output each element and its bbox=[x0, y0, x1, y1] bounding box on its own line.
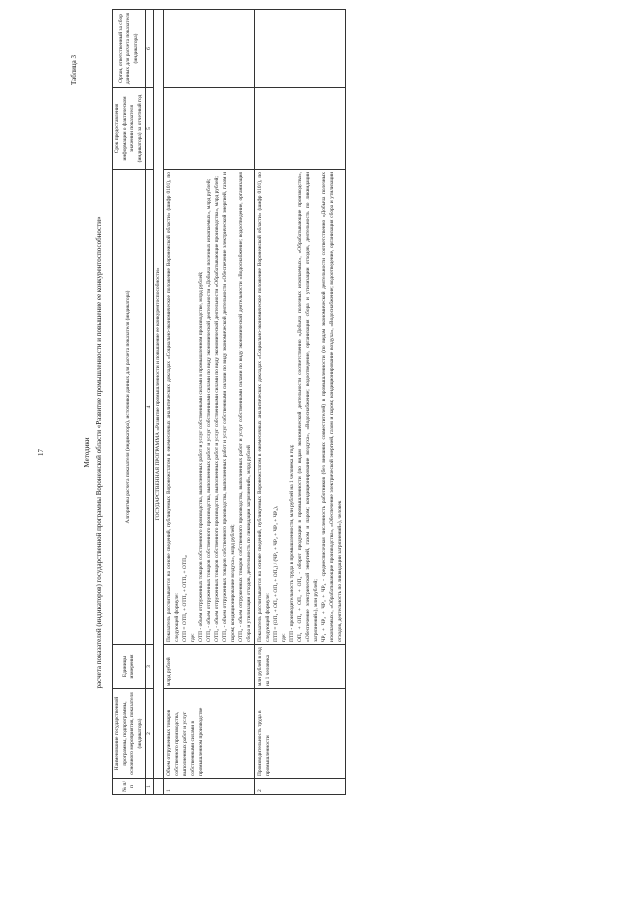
description-line: где: bbox=[190, 633, 196, 642]
row-responsible bbox=[255, 10, 346, 88]
row-deadline bbox=[164, 88, 255, 170]
row-deadline bbox=[255, 88, 346, 170]
document-title: Методики bbox=[83, 437, 91, 468]
section-blank bbox=[154, 779, 164, 795]
description-line: ОП₁ + ОП₂ + ОП₃ + ОП₄ - оборот продукции в промышленности (по видам экономической деятельности соответственно «Добыча полезных ископаемых», «Обрабатывающие производства», «Обеспечение электрической энергией, газом и паром; кондиционирование воздуха», «Водоснабжение; водоотведение, организация сбора и утилизации отходов, деятельность по ликвидации загрязнений»), млн рублей; bbox=[297, 172, 319, 642]
description-line: Показатель рассчитывается на основе сведений, публикуемых Воронежстатом в ежемесячных аналитических докладах «Социально-экономическое положение Воронежской области» (шифр 0101), по следующей формуле: bbox=[257, 172, 271, 642]
row-description bbox=[255, 170, 346, 645]
row-responsible bbox=[164, 10, 255, 88]
description-line: ЧР₁ + ЧР₂ + ЧР₃ + ЧР₄ - среднесписочная численность работников (без внешних совместителей) в промышленности (по видам экономической деятельности соответственно «Добыча полезных ископаемых», «Обрабатывающие производства», «Обеспечение электрической энергией, газом и паром; кондиционирование воздуха», «Водоснабжение; водоотведение, организация сбора и утилизации отходов, деятельность по ликвидации загрязнений»), человек bbox=[321, 172, 343, 642]
column-number: 3 bbox=[146, 645, 154, 689]
description-line: ОТП₃ - объем отгруженных товаров собственного производства, выполненных работ и услуг собственными силами по виду экономической деятельности «Обеспечение электрической энергией, газом и паром; кондиционирование воздуха», млрд рублей; bbox=[222, 172, 236, 642]
description-line: ОТП - объем отгруженных товаров собственного производства, выполненных работ и услуг собственными силами в промышленном производстве, млрд рублей; bbox=[198, 271, 204, 642]
row-num: 2 bbox=[255, 779, 346, 795]
table-row bbox=[164, 10, 255, 795]
row-name: Производительность труда в промышленности bbox=[255, 689, 346, 779]
column-number: 5 bbox=[146, 88, 154, 170]
description-formula: ПТП = (ОП₁ + ОП₂ + ОП₃ + ОП₄) / (ЧР₁ + ЧР₂ + ЧР₃ + ЧР₄), bbox=[273, 505, 279, 642]
column-number: 6 bbox=[146, 10, 154, 88]
indicators-table bbox=[112, 9, 346, 795]
row-name: Объем отгруженных товаров собственного производства, выполненных работ и услуг собственными силами в промышленном производстве bbox=[164, 689, 255, 779]
description-line: ПТП - производительность труда в промышленности, млн рублей на 1 человека в год; bbox=[289, 444, 295, 642]
row-description bbox=[164, 170, 255, 645]
header-algorithm: Алгоритмы расчета показателя (индикатора), источники данных для расчета показателя (индикатора) bbox=[113, 170, 146, 645]
header-deadline: Срок предоставления информации о фактическом значении показателя (индикатора) за отчетный год bbox=[113, 88, 146, 170]
table-row bbox=[255, 10, 346, 795]
description-line: где: bbox=[281, 633, 287, 642]
row-num: 1 bbox=[164, 779, 255, 795]
column-number-row bbox=[146, 10, 154, 795]
header-num: № п/п bbox=[113, 779, 146, 795]
section-row bbox=[154, 10, 164, 795]
description-line: Показатель рассчитывается на основе сведений, публикуемых Воронежстатом в ежемесячных аналитических докладах «Социально-экономическое положение Воронежской области» (шифр 0101), по следующей формуле: bbox=[166, 172, 180, 642]
header-unit: Единицы измерения bbox=[113, 645, 146, 689]
column-number: 1 bbox=[146, 779, 154, 795]
description-formula: ОТП = ОТП₁ + ОТП₂ + ОТП₃ + ОТП₄, bbox=[182, 554, 188, 642]
header-name: Наименование государственной программы, подпрограммы, основного мероприятия, показателя (индикатора) bbox=[113, 689, 146, 779]
column-number: 4 bbox=[146, 170, 154, 645]
description-line: ОТП₁ - объем отгруженных товаров собственного производства, выполненных работ и услуг собственными силами по виду экономической деятельности «Добыча полезных ископаемых», млрд рублей; bbox=[206, 178, 212, 642]
document-subtitle: расчета показателей (индикаторов) государственной программы Воронежской области «Развитие промышленности и повышение ее конкурентоспособности» bbox=[95, 216, 103, 689]
row-unit: млн рублей в год на 1 человека bbox=[255, 645, 346, 689]
column-number: 2 bbox=[146, 689, 154, 779]
section-title: ГОСУДАРСТВЕННАЯ ПРОГРАММА «Развитие промышленности и повышение ее конкурентоспособности» bbox=[154, 10, 164, 779]
table-label: Таблица 3 bbox=[70, 55, 78, 85]
table-header-row bbox=[113, 10, 146, 795]
header-responsible: Орган, ответственный за сбор данных для расчета показателя (индикатора) bbox=[113, 10, 146, 88]
page-number: 17 bbox=[37, 449, 45, 456]
description-line: ОТП₄ - объем отгруженных товаров собственного производства, выполненных работ и услуг собственными силами по виду экономической деятельности «Водоснабжение; водоотведение, организация сбора и утилизации отходов, деятельность по ликвидации загрязнений», млрд рублей bbox=[238, 172, 252, 642]
description-line: ОТП₂ - объем отгруженных товаров собственного производства, выполненных работ и услуг собственными силами по виду экономической деятельности «Обрабатывающие производства», млрд рублей; bbox=[214, 176, 220, 642]
row-unit: млрд рублей bbox=[164, 645, 255, 689]
